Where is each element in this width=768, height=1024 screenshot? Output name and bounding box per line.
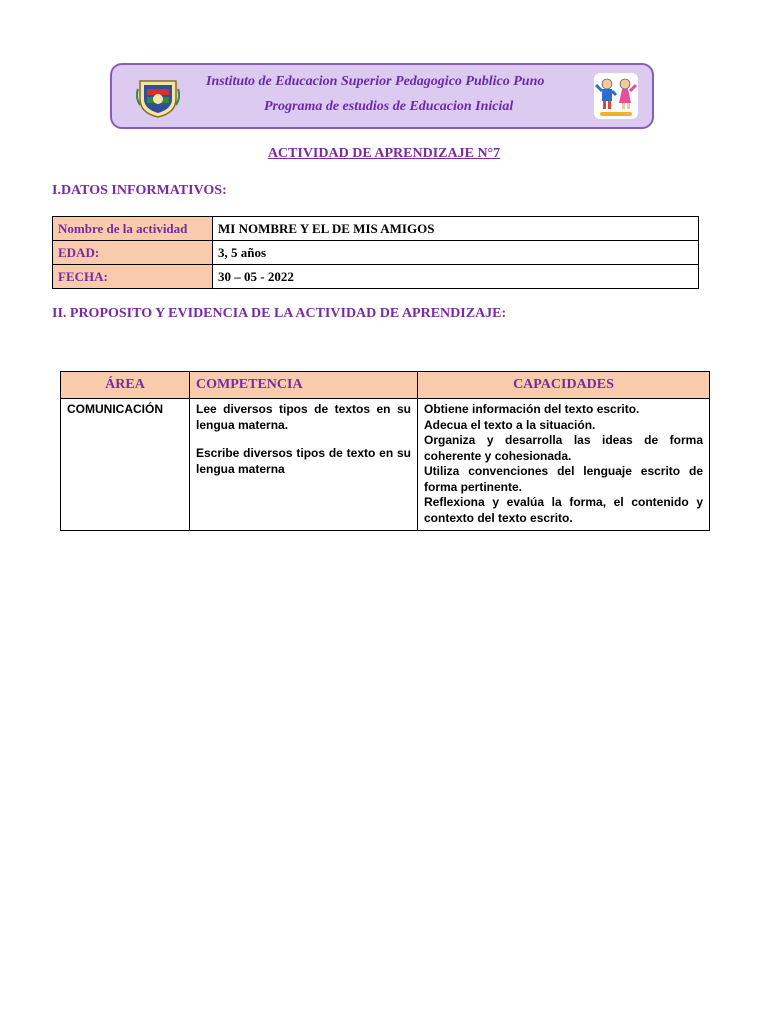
value-fecha: 30 – 05 - 2022 bbox=[213, 265, 699, 289]
table-row bbox=[53, 265, 699, 289]
activity-title: ACTIVIDAD DE APRENDIZAJE N°7 bbox=[267, 146, 501, 161]
header-banner bbox=[110, 63, 654, 129]
program-name: Programa de estudios de Educacion Inicial bbox=[264, 99, 514, 114]
cell-competencias bbox=[190, 399, 418, 531]
datos-informativos-table bbox=[52, 216, 699, 289]
competencia-item: Lee diversos tipos de textos en su lengua materna. bbox=[196, 402, 411, 432]
value-nombre: MI NOMBRE Y EL DE MIS AMIGOS bbox=[213, 217, 699, 241]
institute-crest-icon bbox=[136, 75, 180, 119]
table-header-row bbox=[61, 372, 710, 399]
header-capacidades: CAPACIDADES bbox=[418, 372, 710, 399]
section-heading-proposito: II. PROPOSITO Y EVIDENCIA DE LA ACTIVIDAD DE APRENDIZAJE: bbox=[52, 306, 507, 321]
value-edad: 3, 5 años bbox=[213, 241, 699, 265]
cell-area: COMUNICACIÓN bbox=[61, 399, 190, 531]
children-logo-icon bbox=[594, 73, 638, 119]
capacidad-item: Adecua el texto a la situación. bbox=[424, 417, 596, 432]
label-edad: EDAD: bbox=[53, 241, 213, 265]
institute-name: Instituto de Educacion Superior Pedagogico Publico Puno bbox=[206, 74, 545, 89]
header-competencia: COMPETENCIA bbox=[190, 372, 418, 399]
label-fecha: FECHA: bbox=[53, 265, 213, 289]
capacidad-item: Obtiene información del texto escrito. bbox=[424, 402, 640, 416]
section-heading-datos: I.DATOS INFORMATIVOS: bbox=[52, 183, 227, 198]
capacidad-item: Reflexiona y evalúa la forma, el contenido y contexto del texto escrito. bbox=[424, 495, 703, 525]
header-area: ÁREA bbox=[61, 372, 190, 399]
table-row bbox=[53, 241, 699, 265]
capacidad-item: Utiliza convenciones del lenguaje escrito de forma pertinente. bbox=[424, 464, 703, 494]
capacidad-item: Organiza y desarrolla las ideas de forma coherente y cohesionada. bbox=[424, 433, 703, 463]
competencias-table bbox=[60, 371, 710, 531]
table-row bbox=[61, 399, 710, 531]
competencia-item: Escribe diversos tipos de texto en su lengua materna bbox=[196, 446, 411, 476]
cell-capacidades bbox=[418, 399, 710, 531]
table-row bbox=[53, 217, 699, 241]
label-nombre: Nombre de la actividad bbox=[53, 217, 213, 241]
